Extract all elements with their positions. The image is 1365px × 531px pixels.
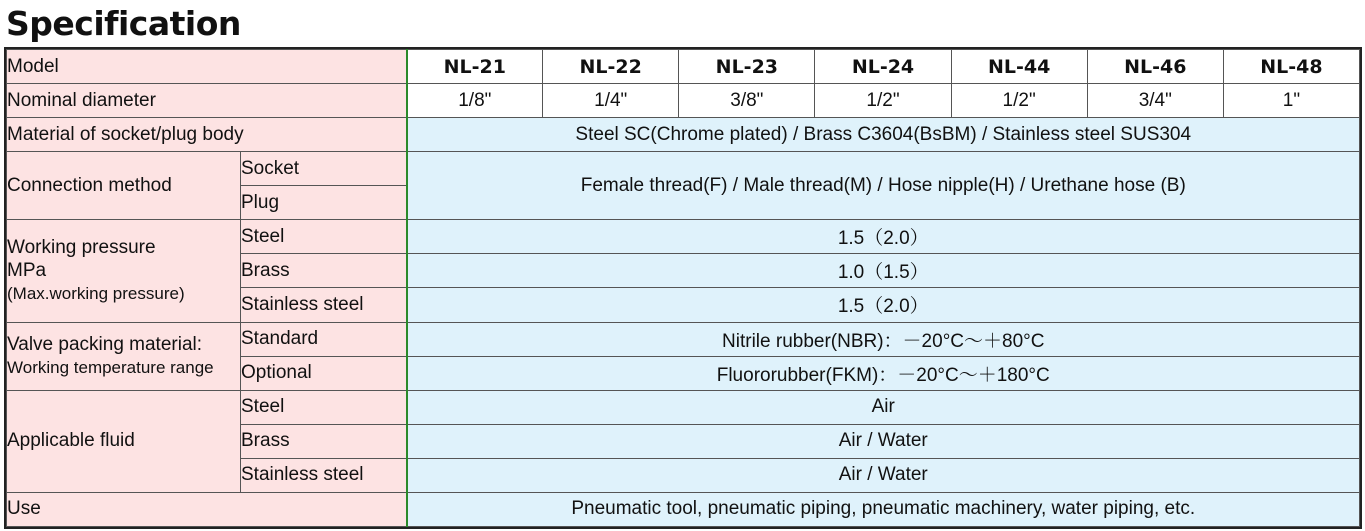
pressure-sub-brass: Brass [241, 254, 407, 288]
pressure-sub-steel: Steel [241, 220, 407, 254]
pressure-label-line3: (Max.working pressure) [7, 284, 185, 304]
valve-label-line1: Valve packing material: [7, 334, 203, 356]
pressure-sub-stainless: Stainless steel [241, 288, 407, 322]
pressure-label-line1: Working pressure [7, 237, 156, 259]
pressure-label-line2: MPa [7, 260, 47, 282]
use-value: Pneumatic tool, pneumatic piping, pneumatic machinery, water piping, etc. [407, 492, 1360, 526]
row-fluid-steel [7, 390, 1360, 424]
pressure-value-stainless: 1.5（2.0） [407, 288, 1360, 322]
diameter-cell: 1/4" [543, 84, 679, 118]
valve-sub-standard: Standard [241, 322, 407, 356]
valve-value-standard: Nitrile rubber(NBR)：－20°C～＋80°C [407, 322, 1360, 356]
diameter-cell: 3/8" [679, 84, 815, 118]
valve-value-optional: Fluororubber(FKM)：－20°C～＋180°C [407, 356, 1360, 390]
row-pressure-steel [7, 220, 1360, 254]
row-connection-socket [7, 152, 1360, 186]
fluid-label: Applicable fluid [7, 390, 241, 492]
nominal-diameter-label: Nominal diameter [7, 84, 407, 118]
diameter-cell: 1/8" [407, 84, 543, 118]
material-value: Steel SC(Chrome plated) / Brass C3604(BsBM) / Stainless steel SUS304 [407, 118, 1360, 152]
pressure-value-steel: 1.5（2.0） [407, 220, 1360, 254]
model-cell: NL-21 [407, 50, 543, 84]
row-nominal-diameter [7, 84, 1360, 118]
row-use [7, 492, 1360, 526]
model-cell: NL-48 [1223, 50, 1359, 84]
fluid-sub-brass: Brass [241, 424, 407, 458]
model-cell: NL-23 [679, 50, 815, 84]
connection-sub-socket: Socket [241, 152, 407, 186]
pressure-label [7, 220, 241, 322]
diameter-cell: 1" [1223, 84, 1359, 118]
valve-label-line2: Working temperature range [7, 358, 214, 378]
model-cell: NL-22 [543, 50, 679, 84]
pressure-value-brass: 1.0（1.5） [407, 254, 1360, 288]
material-label: Material of socket/plug body [7, 118, 407, 152]
model-cell: NL-44 [951, 50, 1087, 84]
fluid-sub-stainless: Stainless steel [241, 458, 407, 492]
connection-value: Female thread(F) / Male thread(M) / Hose nipple(H) / Urethane hose (B) [407, 152, 1360, 220]
use-label: Use [7, 492, 407, 526]
model-cell: NL-24 [815, 50, 951, 84]
diameter-cell: 3/4" [1087, 84, 1223, 118]
fluid-value-stainless: Air / Water [407, 458, 1360, 492]
connection-sub-plug: Plug [241, 186, 407, 220]
row-valve-standard [7, 322, 1360, 356]
specification-table [4, 47, 1362, 529]
row-material [7, 118, 1360, 152]
connection-label: Connection method [7, 152, 241, 220]
model-cell: NL-46 [1087, 50, 1223, 84]
fluid-sub-steel: Steel [241, 390, 407, 424]
fluid-value-steel: Air [407, 390, 1360, 424]
fluid-value-brass: Air / Water [407, 424, 1360, 458]
page-title: Specification [6, 4, 241, 43]
valve-sub-optional: Optional [241, 356, 407, 390]
model-label: Model [7, 50, 407, 84]
diameter-cell: 1/2" [815, 84, 951, 118]
row-model [7, 50, 1360, 84]
valve-label [7, 322, 241, 390]
diameter-cell: 1/2" [951, 84, 1087, 118]
